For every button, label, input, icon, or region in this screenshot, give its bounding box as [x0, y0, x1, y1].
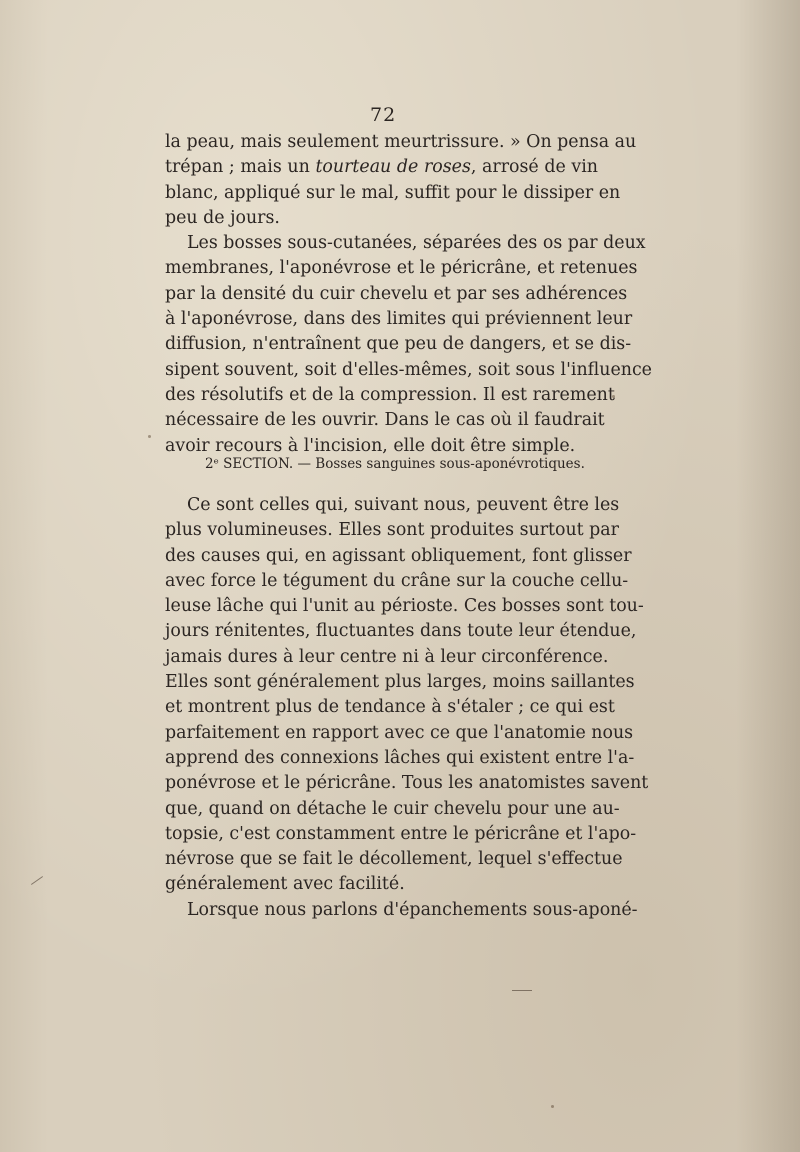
text-line: apprend des connexions lâches qui existent entre l'a- — [165, 747, 635, 768]
paper-speck — [148, 435, 151, 438]
text-line: diffusion, n'entraînent que peu de dangers, et se dis- — [165, 334, 632, 355]
text-line: sipent souvent, soit d'elles-mêmes, soit sous l'influence — [165, 359, 652, 380]
text-line: à l'aponévrose, dans des limites qui préviennent leur — [165, 309, 633, 330]
text-line: jours rénitentes, fluctuantes dans toute leur étendue, — [165, 621, 637, 642]
text-line: avec force le tégument du crâne sur la couche cellu- — [165, 570, 629, 591]
text-line: jamais dures à leur centre ni à leur circonférence. — [165, 646, 609, 667]
text-line: généralement avec facilité. — [165, 874, 405, 895]
page-number: 72 — [370, 104, 397, 126]
paper-speck — [551, 1105, 554, 1108]
text-line: par la densité du cuir chevelu et par ses adhérences — [165, 283, 628, 304]
text-line: la peau, mais seulement meurtrissure. » On pensa au — [165, 132, 637, 152]
ink-mark — [512, 990, 532, 991]
text-segment: trépan ; mais un — [165, 157, 316, 178]
text-line: leuse lâche qui l'unit au périoste. Ces bosses sont tou- — [165, 596, 644, 617]
text-line: topsie, c'est constamment entre le péricrâne et l'apo- — [165, 823, 637, 844]
paper-speck — [612, 395, 615, 398]
text-line: parfaitement en rapport avec ce que l'anatomie nous — [165, 722, 634, 743]
text-line: peu de jours. — [165, 207, 280, 228]
section-title: — Bosses sanguines sous-aponévrotiques. — [297, 456, 585, 472]
text-line: blanc, appliqué sur le mal, suffit pour le dissiper en — [165, 182, 621, 203]
ink-mark — [31, 876, 43, 885]
body-text-upper — [165, 130, 652, 459]
text-line: névrose que se fait le décollement, lequel s'effectue — [165, 849, 623, 870]
text-line: des causes qui, en agissant obliquement, font glisser — [165, 545, 632, 566]
text-line: des résolutifs et de la compression. Il est rarement — [165, 384, 615, 405]
text-line: membranes, l'aponévrose et le péricrâne, et retenues — [165, 258, 638, 279]
body-text-lower — [165, 493, 649, 923]
text-line: Lorsque nous parlons d'épanchements sous-aponé- — [187, 899, 638, 920]
emphasis-text: tourteau de roses — [315, 157, 471, 178]
text-segment: , arrosé de vin — [470, 157, 598, 178]
text-line — [165, 155, 598, 180]
text-line: que, quand on détache le cuir chevelu pour une au- — [165, 798, 620, 819]
text-line: Ce sont celles qui, suivant nous, peuvent être les — [187, 495, 620, 515]
text-line: Elles sont généralement plus larges, moins saillantes — [165, 672, 635, 693]
section-heading — [205, 456, 585, 472]
text-line: nécessaire de les ouvrir. Dans le cas où il faudrait — [165, 410, 605, 431]
text-line: et montrent plus de tendance à s'étaler ; ce qui est — [165, 697, 615, 718]
text-line: plus volumineuses. Elles sont produites surtout par — [165, 520, 619, 541]
section-label: SECTION. — [223, 456, 294, 472]
text-line: Les bosses sous-cutanées, séparées des os par deux — [187, 233, 646, 254]
text-line: avoir recours à l'incision, elle doit être simple. — [165, 435, 576, 456]
section-number: 2ᵉ — [205, 456, 219, 472]
text-line: ponévrose et le péricrâne. Tous les anatomistes savent — [165, 773, 649, 794]
